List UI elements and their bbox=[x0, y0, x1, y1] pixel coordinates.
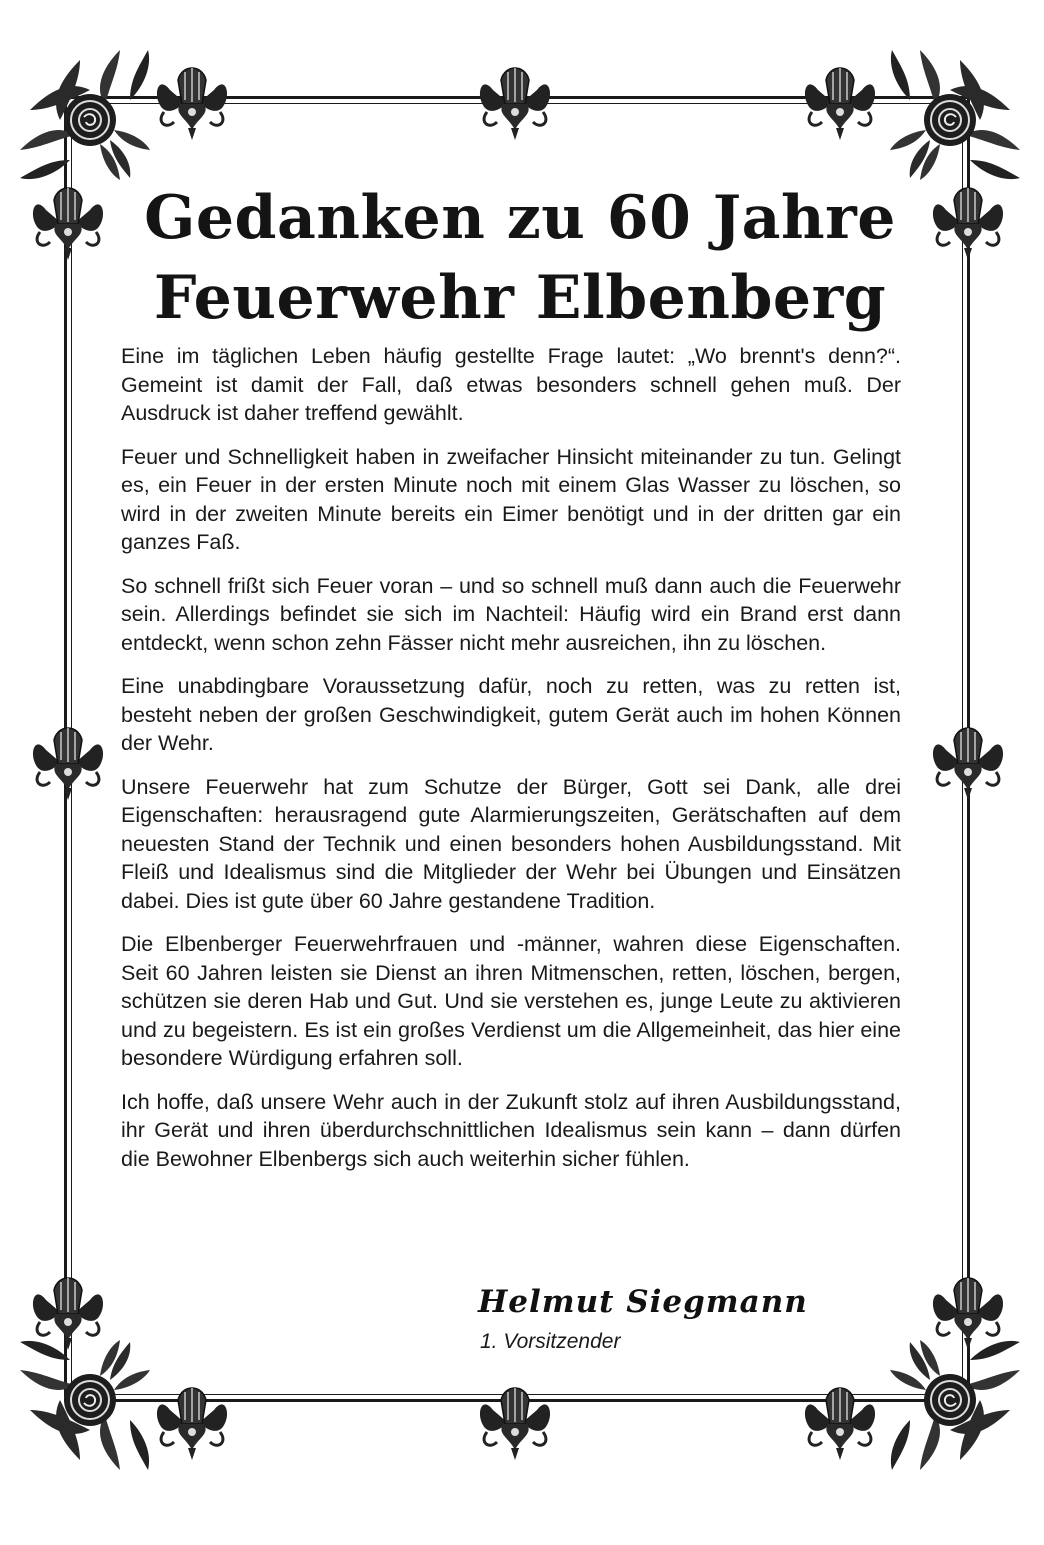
rose-corner-ornament-icon bbox=[880, 1330, 1020, 1470]
floral-ornament-icon bbox=[928, 1270, 1008, 1350]
rose-corner-ornament-icon bbox=[20, 50, 160, 190]
title-line-2: Feuerwehr Elbenberg bbox=[153, 263, 887, 333]
floral-ornament-icon bbox=[928, 720, 1008, 800]
floral-ornament-icon bbox=[28, 1270, 108, 1350]
floral-ornament-icon bbox=[152, 1380, 232, 1460]
paragraph: Die Elbenberger Feuerwehrfrauen und -männer, wahren diese Eigenschaften. Seit 60 Jahren leisten sie Dienst an ihren Mitmenschen, retten, löschen, bergen, schützen sie deren Hab und Gut. Und sie verstehen es, junge Leute zu aktivieren und zu begeistern. Es ist ein großes Verdienst um die Allgemeinheit, das hier eine besondere Würdigung erfahren soll. bbox=[121, 932, 901, 1070]
floral-ornament-icon bbox=[475, 60, 555, 140]
title-line-1: Gedanken zu 60 Jahre bbox=[144, 183, 896, 253]
rose-corner-ornament-icon bbox=[880, 50, 1020, 190]
signature-role: 1. Vorsitzender bbox=[480, 1330, 621, 1353]
floral-ornament-icon bbox=[800, 60, 880, 140]
paragraph: So schnell frißt sich Feuer voran – und so schnell muß dann auch die Feuerwehr sein. Allerdings befindet sie sich im Nachteil: Häufig wird ein Brand erst dann entdeckt, wenn schon zehn Fässer nicht mehr ausreichen, ihn zu löschen. bbox=[121, 573, 901, 655]
paragraph: Eine unabdingbare Voraussetzung dafür, noch zu retten, was zu retten ist, besteht neben der großen Geschwindigkeit, gutem Gerät auch im hohen Können der Wehr. bbox=[121, 674, 901, 755]
rose-corner-ornament-icon bbox=[20, 1330, 160, 1470]
floral-ornament-icon bbox=[152, 60, 232, 140]
floral-ornament-icon bbox=[800, 1380, 880, 1460]
signature: Helmut Siegmann bbox=[478, 1284, 808, 1320]
paragraph: Feuer und Schnelligkeit haben in zweifacher Hinsicht miteinander zu tun. Gelingt es, ein Feuer in der ersten Minute noch mit einem Glas Wasser zu löschen, so wird in der zweiten Minute bereits ein Eimer benötigt und in der dritten gar ein ganzes Faß. bbox=[121, 444, 901, 554]
floral-ornament-icon bbox=[928, 180, 1008, 260]
paragraph: Unsere Feuerwehr hat zum Schutze der Bürger, Gott sei Dank, alle drei Eigenschaften: herausragend gute Alarmierungszeiten, Gerätschaften auf dem neuesten Stand der Technik und einen besonders hohen Ausbildungsstand. Mit Fleiß und Idealismus sind die Mitglieder der Wehr bei Übungen und Einsätzen dabei. Dies ist gute über 60 Jahre gestandene Tradition. bbox=[121, 774, 901, 913]
floral-ornament-icon bbox=[28, 180, 108, 260]
body-text bbox=[121, 342, 901, 1188]
paragraph: Ich hoffe, daß unsere Wehr auch in der Zukunft stolz auf ihren Ausbildungsstand, ihr Gerät und ihren überdurchschnittlichen Idealismus sein kann – dann dürfen die Bewohner Elbenbergs sich auch weiterhin sicher fühlen. bbox=[121, 1089, 901, 1171]
page-title bbox=[100, 178, 940, 338]
floral-ornament-icon bbox=[28, 720, 108, 800]
paragraph: Eine im täglichen Leben häufig gestellte Frage lautet: „Wo brennt's denn?“. Gemeint ist damit der Fall, daß etwas besonders schnell gehen muß. Der Ausdruck ist daher treffend gewählt. bbox=[121, 344, 901, 425]
floral-ornament-icon bbox=[475, 1380, 555, 1460]
